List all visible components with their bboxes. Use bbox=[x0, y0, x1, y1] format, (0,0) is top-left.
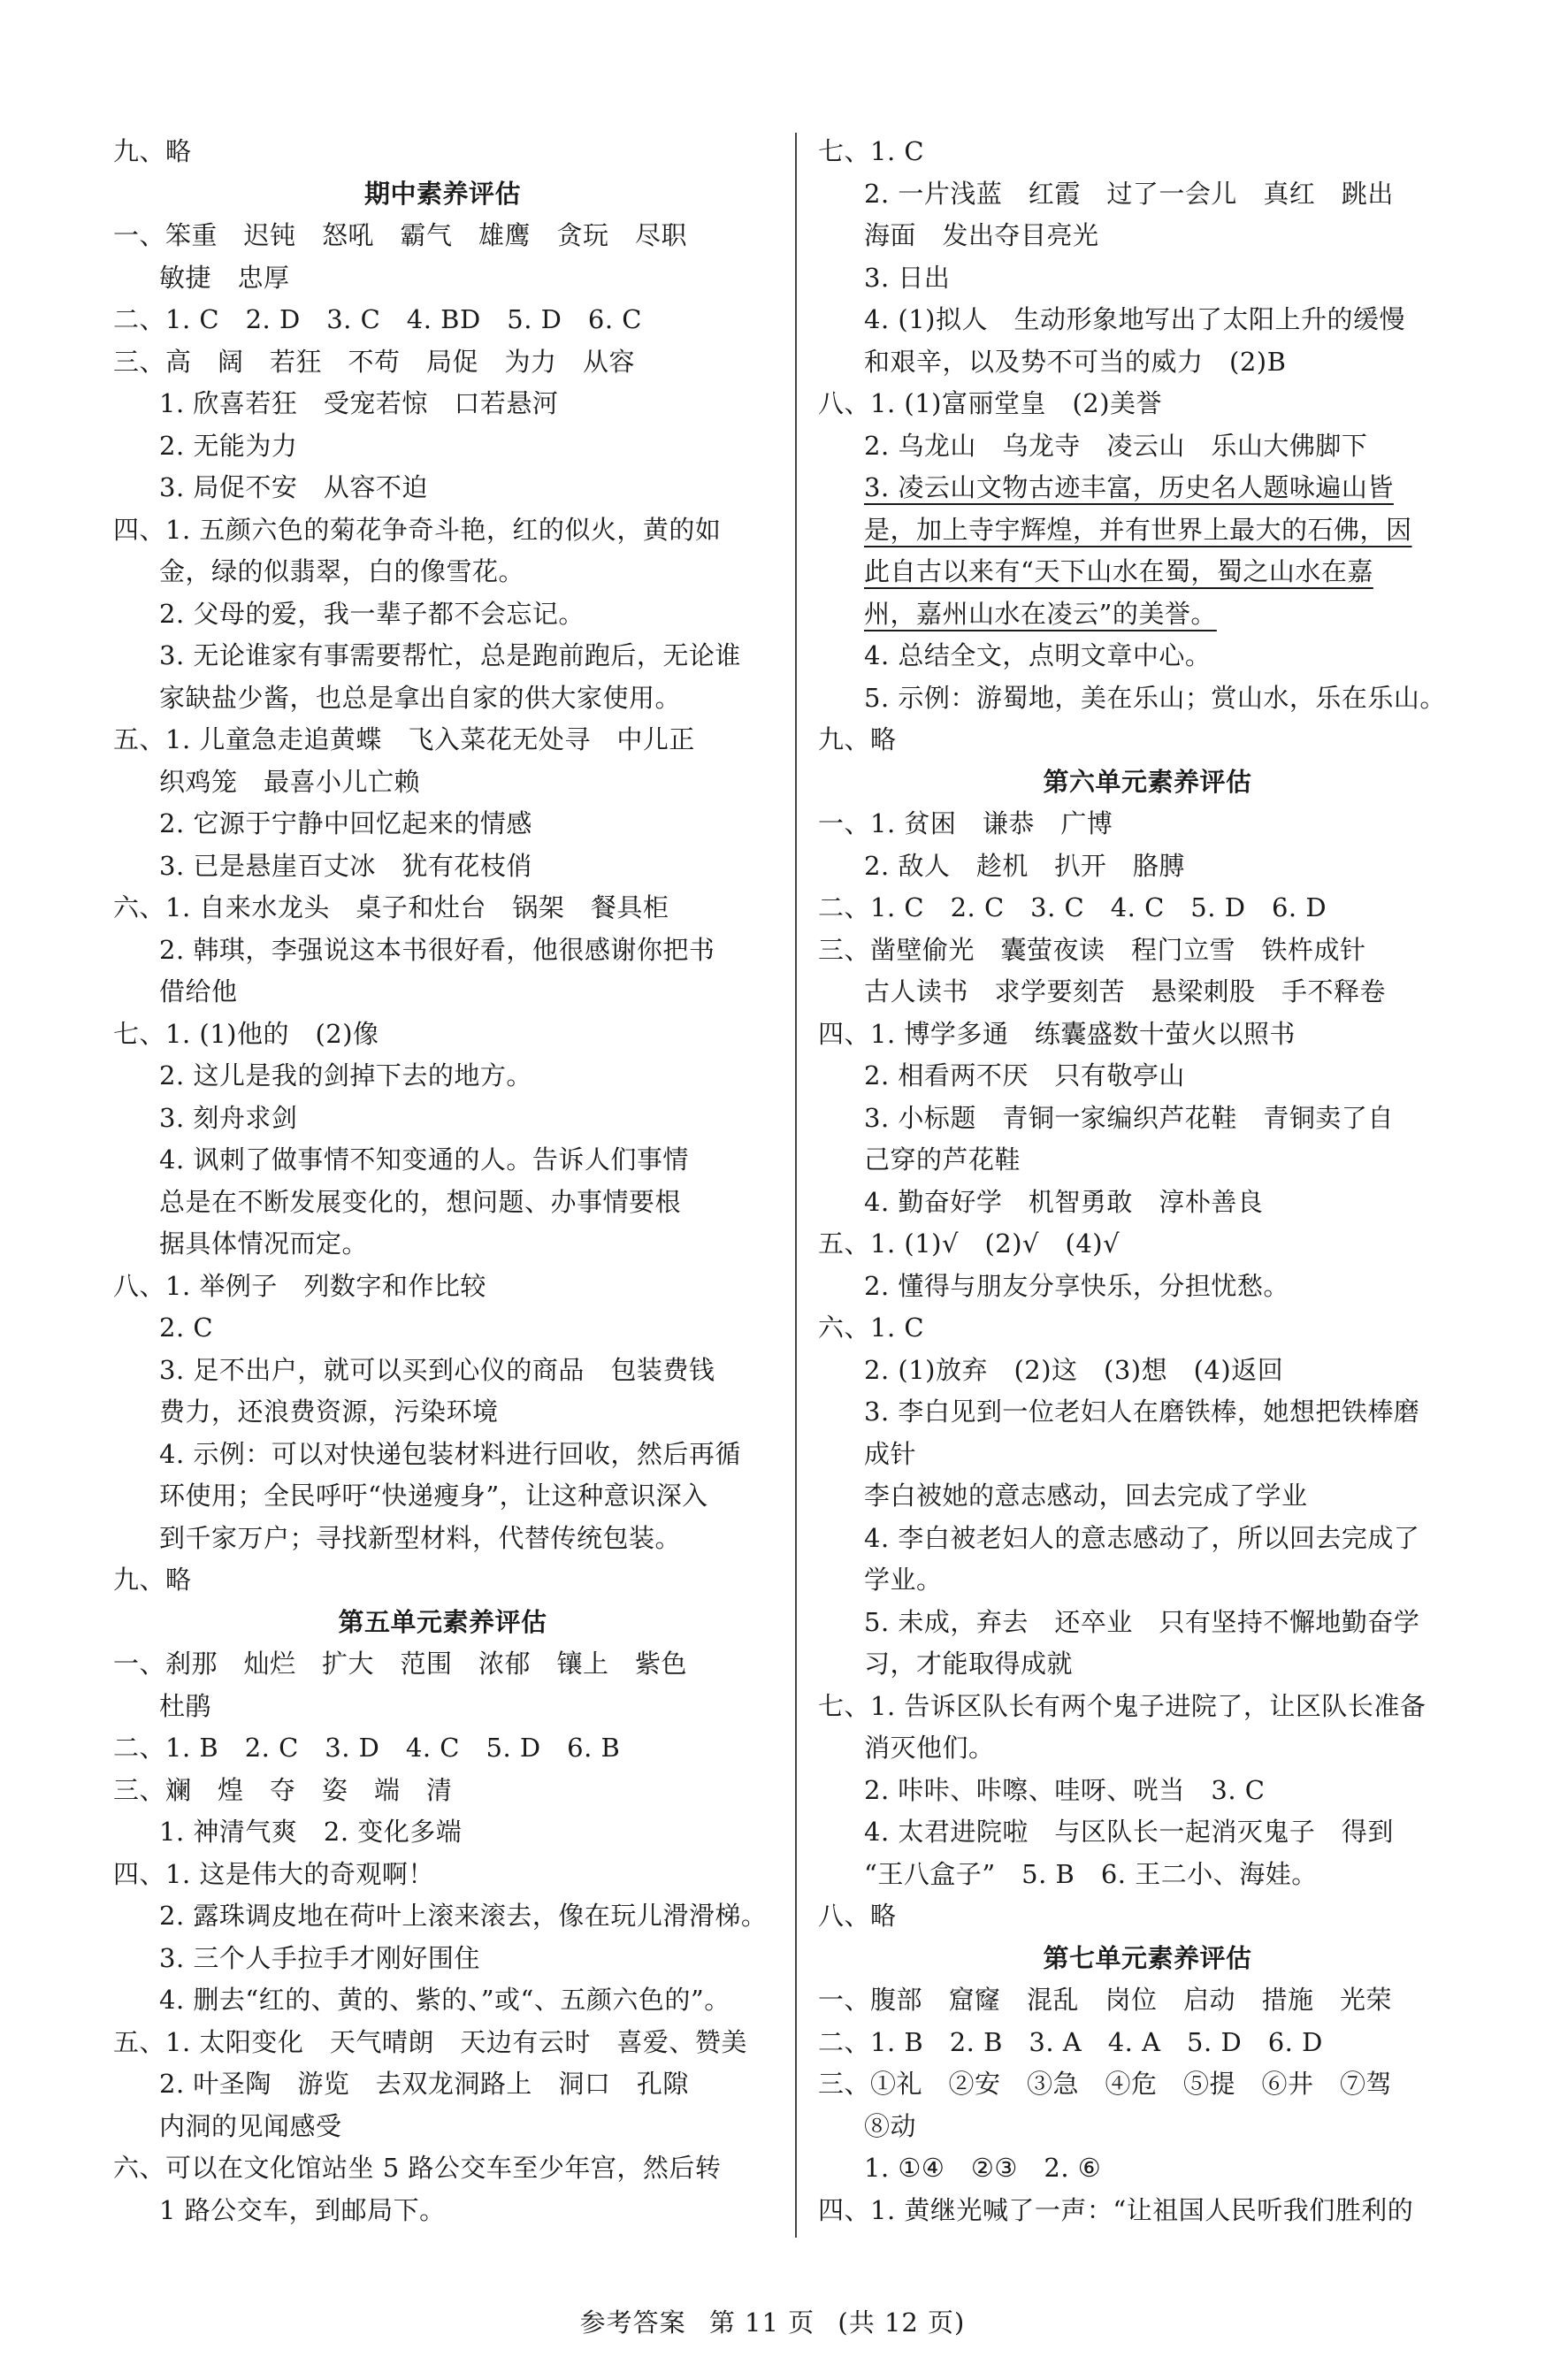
answer-line: 2. 叶圣陶 游览 去双龙洞路上 洞口 孔隙 bbox=[159, 2069, 689, 2099]
answer-line: 2. 咔咔、咔嚓、哇呀、咣当 3. C bbox=[864, 1774, 1266, 1805]
answer-line: 费力，还浪费资源，污染环境 bbox=[159, 1397, 499, 1427]
answer-line: 2. 露珠调皮地在荷叶上滚来滚去，像在玩儿滑滑梯。 bbox=[159, 1901, 768, 1931]
answer-line: 4. 删去“红的、黄的、紫的、”或“、五颜六色的”。 bbox=[159, 1985, 730, 2015]
answer-line: 2. 父母的爱，我一辈子都不会忘记。 bbox=[159, 598, 585, 629]
answer-line: 织鸡笼 最喜小儿亡赖 bbox=[159, 766, 421, 797]
answer-line: 2. 这儿是我的剑掉下去的地方。 bbox=[159, 1060, 532, 1091]
answer-line: 四、1. 这是伟大的奇观啊！ bbox=[113, 1858, 434, 1889]
answer-line: 己穿的芦花鞋 bbox=[864, 1144, 1021, 1175]
answer-line: 3. 三个人手拉手才刚好围住 bbox=[159, 1942, 480, 1973]
answer-line: 三、高 阔 若狂 不苟 局促 为力 从容 bbox=[113, 346, 636, 377]
answer-line: 4. 太君进院啦 与区队长一起消灭鬼子 得到 bbox=[864, 1817, 1394, 1847]
answer-line: 3. 足不出户，就可以买到心仪的商品 包装费钱 bbox=[159, 1354, 715, 1385]
answer-line: 4. 示例：可以对快递包装材料进行回收，然后再循 bbox=[159, 1438, 741, 1469]
right-column bbox=[818, 131, 1477, 2231]
footer-label: 参考答案 bbox=[579, 2307, 686, 2338]
answer-line: ⑧动 bbox=[864, 2110, 917, 2141]
answer-line: 李白被她的意志感动，回去完成了学业 bbox=[864, 1481, 1308, 1511]
left-column bbox=[113, 131, 772, 2231]
answer-line: 2. 无能为力 bbox=[159, 430, 298, 461]
answer-line: 到千家万户；寻找新型材料，代替传统包装。 bbox=[159, 1522, 682, 1553]
answer-line: 古人读书 求学要刻苦 悬梁刺股 手不释卷 bbox=[864, 976, 1387, 1006]
answer-line: 家缺盐少酱，也总是拿出自家的供大家使用。 bbox=[159, 682, 682, 713]
answer-line: 海面 发出夺目亮光 bbox=[864, 220, 1099, 250]
answer-line: 二、1. C 2. C 3. C 4. C 5. D 6. D bbox=[818, 892, 1327, 922]
answer-line: 3. 刻舟求剑 bbox=[159, 1102, 298, 1133]
answer-line: 2. 韩琪，李强说这本书很好看，他很感谢你把书 bbox=[159, 934, 715, 965]
answer-line: 杜鹃 bbox=[159, 1690, 212, 1721]
answer-line: 2. 一片浅蓝 红霞 过了一会儿 真红 跳出 bbox=[864, 178, 1394, 209]
answer-line: 1. 神清气爽 2. 变化多端 bbox=[159, 1817, 463, 1847]
answer-line: 2. C bbox=[159, 1312, 214, 1343]
section-heading: 第七单元素养评估 bbox=[1043, 1942, 1252, 1973]
answer-line: 二、1. B 2. B 3. A 4. A 5. D 6. D bbox=[818, 2026, 1323, 2057]
answer-line: 5. 未成，弃去 还卒业 只有坚持不懈地勤奋学 bbox=[864, 1606, 1420, 1637]
answer-line: 八、1. (1)富丽堂皇 (2)美誉 bbox=[818, 388, 1163, 418]
answer-line: 五、1. (1)√ (2)√ (4)√ bbox=[818, 1228, 1121, 1259]
answer-line: 八、略 bbox=[818, 1901, 897, 1931]
page-footer bbox=[0, 2303, 1545, 2339]
answer-line: 4. 总结全文，点明文章中心。 bbox=[864, 640, 1212, 670]
column-divider bbox=[795, 133, 797, 2238]
answer-line: 环使用；全民呼吁“快递瘦身”，让这种意识深入 bbox=[159, 1481, 708, 1511]
answer-line: 3. 凌云山文物古迹丰富，历史名人题咏遍山皆 bbox=[864, 472, 1394, 502]
answer-line: 此自古以来有“天下山水在蜀，蜀之山水在嘉 bbox=[864, 556, 1373, 586]
answer-line: 五、1. 太阳变化 天气晴朗 天边有云时 喜爱、赞美 bbox=[113, 2026, 747, 2057]
answer-line: 2. 相看两不厌 只有敬亭山 bbox=[864, 1060, 1185, 1091]
answer-line: 敏捷 忠厚 bbox=[159, 262, 290, 293]
answer-line: 三、①礼 ②安 ③急 ④危 ⑤提 ⑥井 ⑦驾 bbox=[818, 2069, 1393, 2099]
answer-line: 四、1. 五颜六色的菊花争奇斗艳，红的似火，黄的如 bbox=[113, 514, 722, 545]
answer-line: 九、略 bbox=[113, 136, 192, 166]
answer-line: 九、略 bbox=[113, 1565, 192, 1595]
answer-line: 4. (1)拟人 生动形象地写出了太阳上升的缓慢 bbox=[864, 304, 1405, 334]
answer-line: 八、1. 举例子 列数字和作比较 bbox=[113, 1270, 486, 1301]
footer-page-number: 第 11 页 bbox=[708, 2307, 815, 2338]
answer-line: 六、1. C bbox=[818, 1312, 925, 1343]
answer-line: 4. 李白被老妇人的意志感动了，所以回去完成了 bbox=[864, 1522, 1420, 1553]
answer-line: 3. 小标题 青铜一家编织芦花鞋 青铜卖了自 bbox=[864, 1102, 1394, 1133]
answer-line: 州，嘉州山水在凌云”的美誉。 bbox=[864, 598, 1217, 629]
answer-line: 3. 无论谁家有事需要帮忙，总是跑前跑后，无论谁 bbox=[159, 640, 741, 670]
answer-line: 总是在不断发展变化的，想问题、办事情要根 bbox=[159, 1186, 682, 1217]
answer-line: 2. 乌龙山 乌龙寺 凌云山 乐山大佛脚下 bbox=[864, 430, 1368, 461]
answer-line: 一、1. 贫困 谦恭 广博 bbox=[818, 808, 1113, 838]
section-heading: 期中素养评估 bbox=[363, 178, 521, 209]
answer-line: 内洞的见闻感受 bbox=[159, 2110, 342, 2141]
section-heading: 第六单元素养评估 bbox=[1043, 766, 1252, 797]
answer-line: 2. (1)放弃 (2)这 (3)想 (4)返回 bbox=[864, 1354, 1284, 1385]
answer-line: 3. 局促不安 从容不迫 bbox=[159, 472, 428, 502]
answer-line: 消灭他们。 bbox=[864, 1733, 995, 1763]
answer-line: 四、1. 黄继光喊了一声：“让祖国人民听我们胜利的 bbox=[818, 2194, 1414, 2225]
answer-line: 1 路公交车，到邮局下。 bbox=[159, 2194, 446, 2225]
section-heading: 第五单元素养评估 bbox=[338, 1606, 547, 1637]
answer-line: 金，绿的似翡翠，白的像雪花。 bbox=[159, 556, 525, 586]
answer-line: 九、略 bbox=[818, 724, 897, 754]
answer-line: 4. 讽刺了做事情不知变通的人。告诉人们事情 bbox=[159, 1144, 689, 1175]
answer-line: 三、凿壁偷光 囊萤夜读 程门立雪 铁杵成针 bbox=[818, 934, 1366, 965]
answer-line: 六、1. 自来水龙头 桌子和灶台 锅架 餐具柜 bbox=[113, 892, 669, 922]
answer-line: 借给他 bbox=[159, 976, 238, 1006]
answer-line: 六、可以在文化馆站坐 5 路公交车至少年宫，然后转 bbox=[113, 2153, 722, 2183]
answer-line: 七、1. C bbox=[818, 136, 925, 166]
footer-total-pages: (共 12 页) bbox=[838, 2307, 966, 2338]
answer-line: 和艰辛，以及势不可当的威力 (2)B bbox=[864, 346, 1287, 377]
answer-line: 七、1. (1)他的 (2)像 bbox=[113, 1018, 379, 1049]
answer-line: 是，加上寺宇辉煌，并有世界上最大的石佛，因 bbox=[864, 514, 1412, 545]
answer-line: 四、1. 博学多通 练囊盛数十萤火以照书 bbox=[818, 1018, 1296, 1049]
answer-line: 习，才能取得成就 bbox=[864, 1649, 1074, 1679]
answer-line: 二、1. C 2. D 3. C 4. BD 5. D 6. C bbox=[113, 304, 642, 334]
answer-line: 七、1. 告诉区队长有两个鬼子进院了，让区队长准备 bbox=[818, 1690, 1426, 1721]
answer-line: 1. 欣喜若狂 受宠若惊 口若悬河 bbox=[159, 388, 559, 418]
answer-line: 二、1. B 2. C 3. D 4. C 5. D 6. B bbox=[113, 1733, 621, 1763]
answer-line: 1. ①④ ②③ 2. ⑥ bbox=[864, 2153, 1102, 2183]
answer-line: 一、腹部 窟窿 混乱 岗位 启动 措施 光荣 bbox=[818, 1985, 1393, 2015]
answer-line: 五、1. 儿童急走追黄蝶 飞入菜花无处寻 中儿正 bbox=[113, 724, 695, 754]
answer-line: “王八盒子” 5. B 6. 王二小、海娃。 bbox=[864, 1858, 1318, 1889]
answer-line: 学业。 bbox=[864, 1565, 943, 1595]
answer-line: 成针 bbox=[864, 1438, 917, 1469]
answer-line: 2. 懂得与朋友分享快乐，分担忧愁。 bbox=[864, 1270, 1289, 1301]
answer-line: 一、笨重 迟钝 怒吼 霸气 雄鹰 贪玩 尽职 bbox=[113, 220, 688, 250]
answer-line: 3. 李白见到一位老妇人在磨铁棒，她想把铁棒磨 bbox=[864, 1397, 1420, 1427]
answer-line: 5. 示例：游蜀地，美在乐山；赏山水，乐在乐山。 bbox=[864, 682, 1446, 713]
answer-line: 2. 它源于宁静中回忆起来的情感 bbox=[159, 808, 532, 838]
answer-line: 2. 敌人 趁机 扒开 胳膊 bbox=[864, 850, 1185, 881]
answer-line: 4. 勤奋好学 机智勇敢 淳朴善良 bbox=[864, 1186, 1264, 1217]
answer-line: 据具体情况而定。 bbox=[159, 1228, 369, 1259]
answer-line: 3. 已是悬崖百丈冰 犹有花枝俏 bbox=[159, 850, 532, 881]
answer-line: 一、刹那 灿烂 扩大 范围 浓郁 镶上 紫色 bbox=[113, 1649, 688, 1679]
answer-line: 三、斓 煌 夺 姿 端 清 bbox=[113, 1774, 453, 1805]
answer-line: 3. 日出 bbox=[864, 262, 951, 293]
